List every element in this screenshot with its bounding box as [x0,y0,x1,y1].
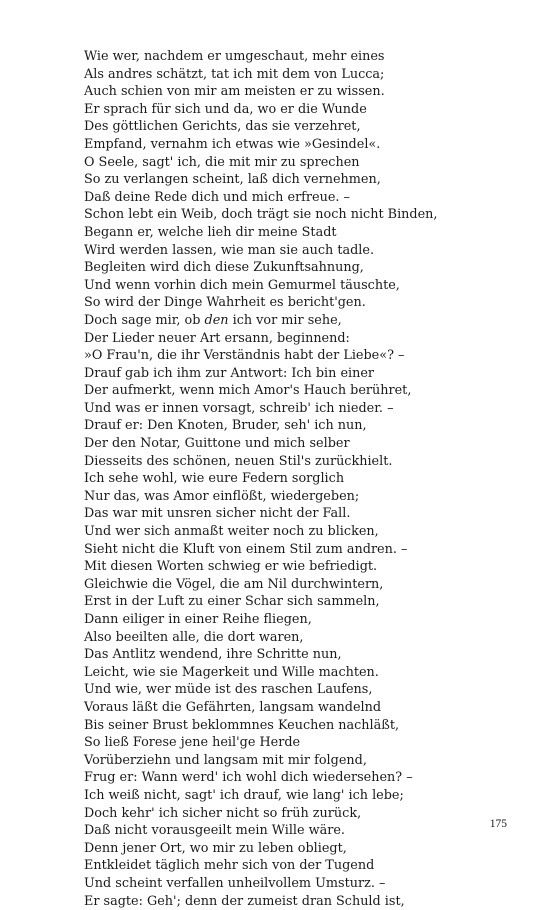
poem-line: Leicht, wie sie Magerkeit und Wille machten. [84,664,524,682]
poem-line: Frug er: Wann werd' ich wohl dich wiedersehen? – [84,769,524,787]
poem-line: Und scheint verfallen unheilvollem Umsturz. – [84,875,524,893]
poem-line: Er sagte: Geh'; denn der zumeist dran Schuld ist, [84,893,524,910]
poem-line: Gleichwie die Vögel, die am Nil durchwintern, [84,576,524,594]
poem-line: Das war mit unsren sicher nicht der Fall. [84,505,524,523]
poem-line: Und wenn vorhin dich mein Gemurmel täuschte, [84,277,524,295]
poem-line: Auch schien von mir am meisten er zu wissen. [84,83,524,101]
poem-line: Daß deine Rede dich und mich erfreue. – [84,189,524,207]
poem-line: Dann eiliger in einer Reihe fliegen, [84,611,524,629]
poem-line: Ich sehe wohl, wie eure Federn sorglich [84,470,524,488]
poem-line: So zu verlangen scheint, laß dich vernehmen, [84,171,524,189]
poem-line: Und wie, wer müde ist des raschen Laufens, [84,681,524,699]
poem-line: Diesseits des schönen, neuen Stil's zurückhielt. [84,453,524,471]
poem-line: Voraus läßt die Gefährten, langsam wandelnd [84,699,524,717]
line-fragment: ich vor mir sehe, [229,313,342,328]
poem-line: Des göttlichen Gerichts, das sie verzehret, [84,118,524,136]
poem-line: Schon lebt ein Weib, doch trägt sie noch nicht Binden, [84,206,524,224]
poem-line: Das Antlitz wendend, ihre Schritte nun, [84,646,524,664]
poem-line: Wie wer, nachdem er umgeschaut, mehr eines [84,48,524,66]
poem-line: Und was er innen vorsagt, schreib' ich nieder. – [84,400,524,418]
poem-line: Als andres schätzt, tat ich mit dem von Lucca; [84,66,524,84]
poem-line: Mit diesen Worten schwieg er wie befriedigt. [84,558,524,576]
poem-line [84,312,524,330]
page-number: 175 [490,818,507,830]
poem-line: Begleiten wird dich diese Zukunftsahnung, [84,259,524,277]
emphasized-word: den [205,313,229,328]
poem-line: Der Lieder neuer Art ersann, beginnend: [84,330,524,348]
poem-line: So ließ Forese jene heil'ge Herde [84,734,524,752]
poem-line: Begann er, welche lieh dir meine Stadt [84,224,524,242]
poem-line: Der den Notar, Guittone und mich selber [84,435,524,453]
poem-line: »O Frau'n, die ihr Verständnis habt der Liebe«? – [84,347,524,365]
line-fragment: Doch sage mir, ob [84,313,205,328]
poem-line: O Seele, sagt' ich, die mit mir zu sprechen [84,154,524,172]
poem-line: Sieht nicht die Kluft von einem Stil zum andren. – [84,541,524,559]
poem-line: Drauf gab ich ihm zur Antwort: Ich bin einer [84,365,524,383]
poem-line: Ich weiß nicht, sagt' ich drauf, wie lang' ich lebe; [84,787,524,805]
poem-line: Daß nicht vorausgeeilt mein Wille wäre. [84,822,524,840]
poem-line: Denn jener Ort, wo mir zu leben obliegt, [84,840,524,858]
poem-line: Entkleidet täglich mehr sich von der Tugend [84,857,524,875]
poem-line: Der aufmerkt, wenn mich Amor's Hauch berühret, [84,382,524,400]
poem-line: Bis seiner Brust beklommnes Keuchen nachläßt, [84,717,524,735]
poem-line: Also beeilten alle, die dort waren, [84,629,524,647]
poem-text-block [84,48,524,910]
poem-line: Nur das, was Amor einflößt, wiedergeben; [84,488,524,506]
poem-line: Und wer sich anmaßt weiter noch zu blicken, [84,523,524,541]
poem-line: Vorüberziehn und langsam mit mir folgend, [84,752,524,770]
poem-line: Wird werden lassen, wie man sie auch tadle. [84,242,524,260]
poem-line: Drauf er: Den Knoten, Bruder, seh' ich nun, [84,417,524,435]
poem-line: So wird der Dinge Wahrheit es bericht'gen. [84,294,524,312]
poem-line: Empfand, vernahm ich etwas wie »Gesindel«. [84,136,524,154]
poem-line: Erst in der Luft zu einer Schar sich sammeln, [84,593,524,611]
poem-line: Er sprach für sich und da, wo er die Wunde [84,101,524,119]
poem-line: Doch kehr' ich sicher nicht so früh zurück, [84,805,524,823]
